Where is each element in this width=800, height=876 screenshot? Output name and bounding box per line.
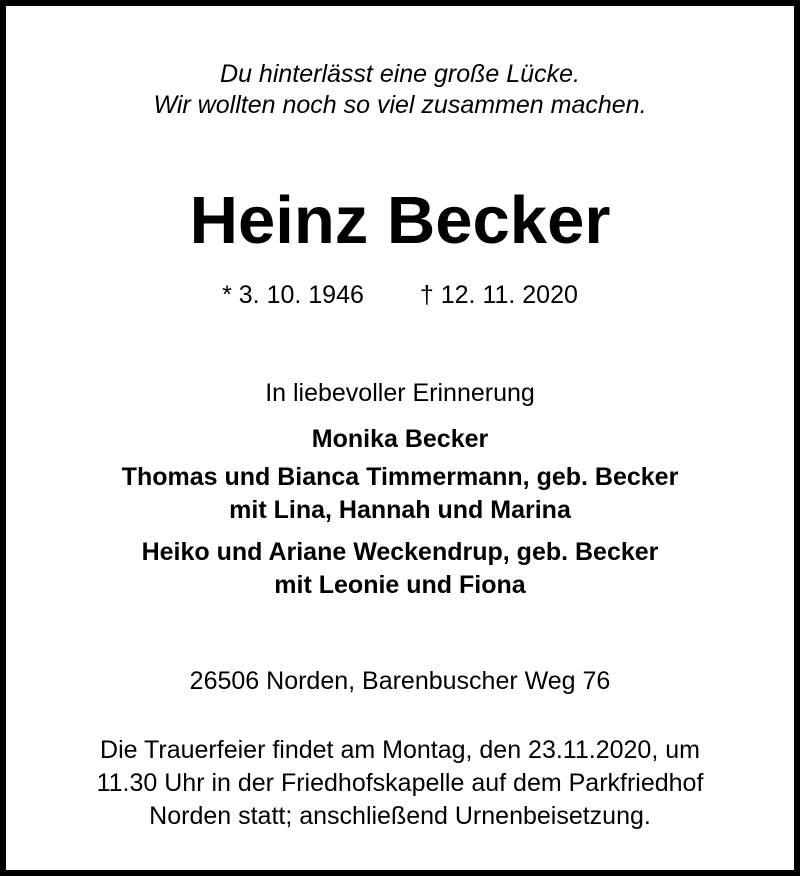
death-date: † 12. 11. 2020 [419,281,578,309]
service-line-3: Norden statt; anschließend Urnenbeisetzung. [149,802,651,830]
service-line-1: Die Trauerfeier findet am Montag, den 23.11.2020, um [100,736,700,764]
service-line-2: 11.30 Uhr in der Friedhofskapelle auf dem Parkfriedhof [96,769,704,797]
birth-date: * 3. 10. 1946 [222,281,364,309]
remembrance-heading: In liebevoller Erinnerung [265,379,535,407]
family-line-1: Monika Becker [311,425,489,453]
family-line-5: mit Leonie und Fiona [274,571,526,599]
family-line-2: Thomas und Bianca Timmermann, geb. Becker [121,463,679,491]
family-line-3: mit Lina, Hannah und Marina [229,496,571,524]
quote-line-2: Wir wollten noch so viel zusammen machen. [153,91,647,119]
family-line-4: Heiko und Ariane Weckendrup, geb. Becker [141,538,659,566]
deceased-name: Heinz Becker [189,183,611,258]
quote-line-1: Du hinterlässt eine große Lücke. [220,60,580,88]
address: 26506 Norden, Barenbuscher Weg 76 [189,667,611,695]
life-dates [12,280,788,310]
